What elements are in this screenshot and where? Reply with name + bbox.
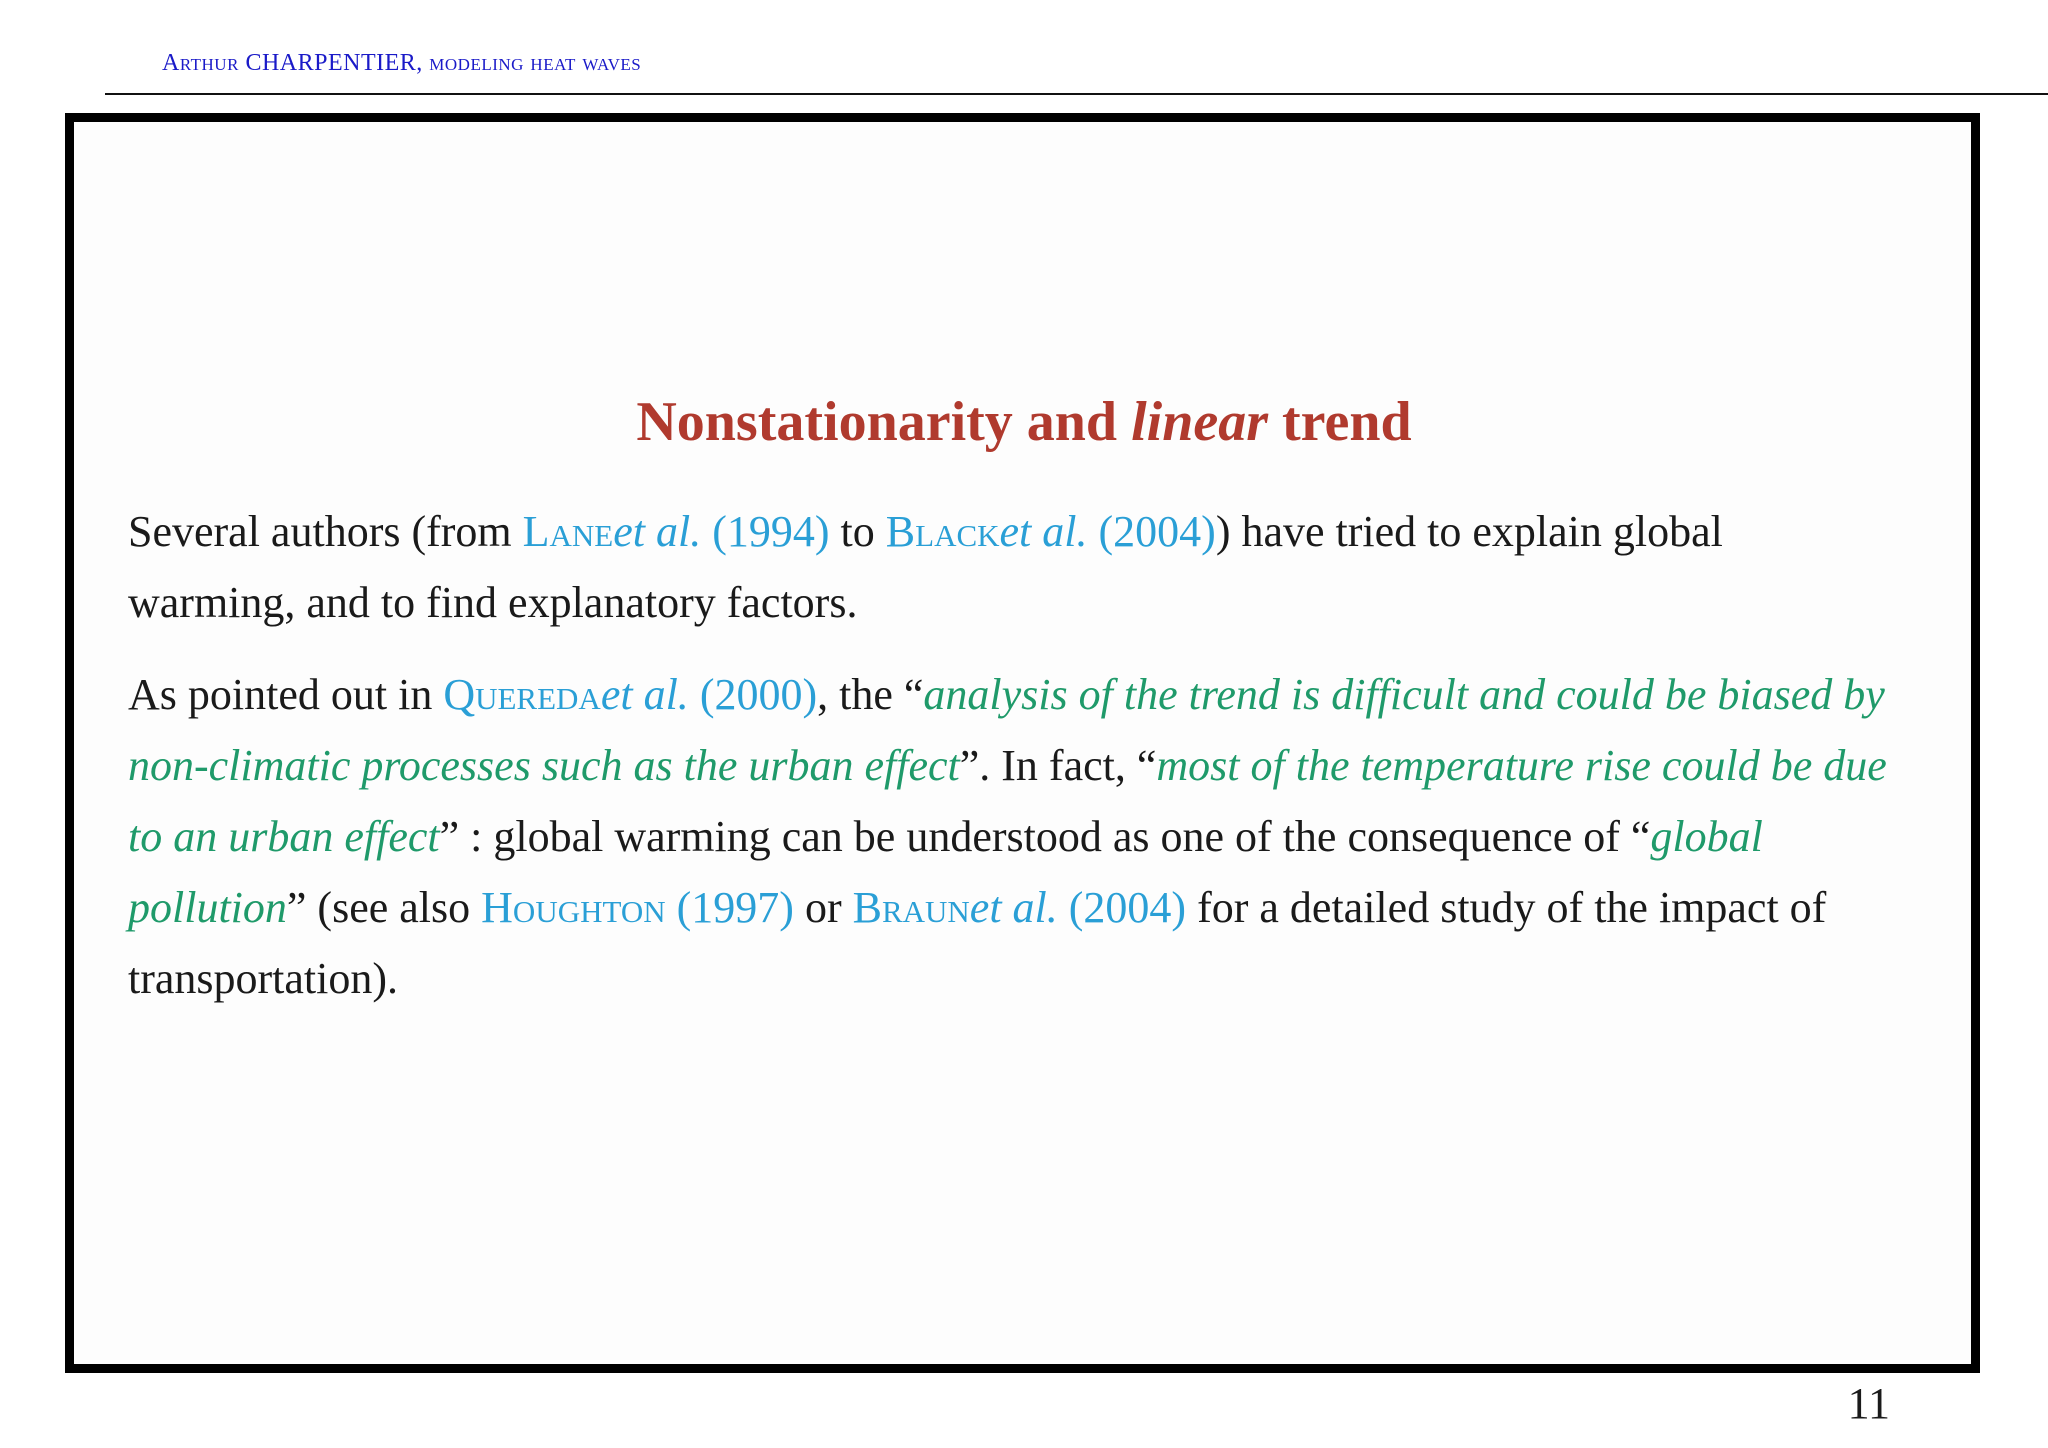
citation-black-name: Black — [885, 507, 1000, 556]
citation-quereda-etal: et al. — [600, 670, 689, 719]
citation-quereda[interactable] — [443, 670, 817, 719]
header-author-last: CHARPENTIER, — [245, 50, 423, 76]
p1-text-2: to — [829, 507, 886, 556]
citation-braun[interactable] — [853, 883, 1186, 932]
header-author-first: Arthur — [162, 50, 239, 76]
citation-quereda-year: (2000) — [688, 670, 818, 719]
citation-black-etal: et al. — [999, 507, 1088, 556]
header-subtitle: modeling heat waves — [429, 50, 642, 76]
quote-temperature-rise: most of the temperature rise could be due to an urban effect — [128, 741, 1887, 861]
p2-text-3: ”. In fact, “ — [959, 741, 1157, 790]
citation-houghton-year: (1997) — [665, 883, 794, 932]
title-part2: trend — [1282, 391, 1412, 453]
quote-analysis: analysis of the trend is difficult and could be biased by non-climatic processes such as the urban effect — [128, 670, 1885, 790]
p2-text-5: ” (see also — [286, 883, 482, 932]
citation-quereda-name: Quereda — [443, 670, 601, 719]
citation-black[interactable] — [886, 507, 1216, 556]
p2-text-2: , the “ — [817, 670, 924, 719]
running-header — [162, 50, 641, 77]
citation-braun-year: (2004) — [1057, 883, 1187, 932]
p1-text-1: Several authors (from — [128, 507, 523, 556]
p2-text-1: As pointed out in — [128, 670, 444, 719]
title-emphasis: linear — [1131, 391, 1268, 453]
citation-braun-etal: et al. — [969, 883, 1058, 932]
p2-text-7: for a detailed study of the impact of transportation). — [128, 883, 1827, 1003]
paragraph-2 — [128, 659, 1888, 1014]
citation-houghton[interactable] — [481, 883, 794, 932]
p2-text-4: ” : global warming can be understood as one of the consequence of “ — [439, 812, 1651, 861]
citation-lane-etal: et al. — [613, 507, 702, 556]
citation-houghton-name: Houghton — [481, 883, 666, 932]
citation-lane-name: Lane — [522, 507, 614, 556]
p1-text-3: ) have tried to explain global warming, and to find explanatory factors. — [128, 507, 1723, 627]
title-part1: Nonstationarity and — [636, 391, 1118, 453]
p2-text-6: or — [793, 883, 853, 932]
citation-lane-year: (1994) — [701, 507, 830, 556]
citation-braun-name: Braun — [852, 883, 970, 932]
citation-black-year: (2004) — [1087, 507, 1216, 556]
paragraph-1 — [128, 496, 1888, 638]
citation-lane[interactable] — [523, 507, 830, 556]
header-rule — [105, 93, 2048, 95]
page-number: 11 — [1847, 1379, 1890, 1428]
quote-global-pollution: global pollution — [128, 812, 1763, 932]
slide-title — [0, 390, 2048, 454]
